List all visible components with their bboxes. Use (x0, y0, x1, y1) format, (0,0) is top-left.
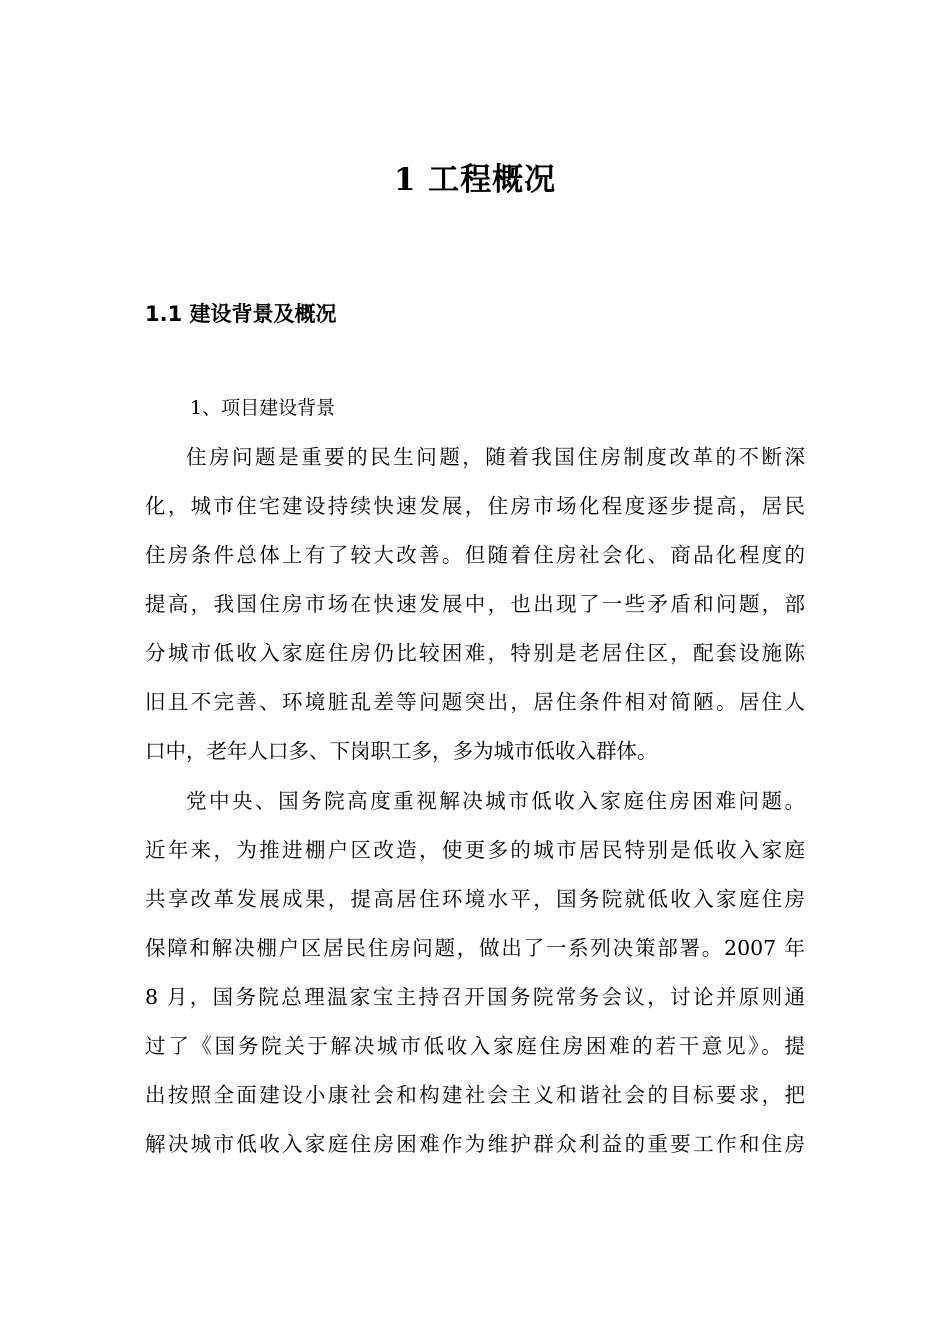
paragraph-2-line: 党中央、国务院高度重视解决城市低收入家庭住房困难问题。 (186, 789, 805, 813)
paragraph-1-line: 分城市低收入家庭住房仍比较困难，特别是老居住区，配套设施陈 (145, 641, 805, 665)
paragraph-2-line: 解决城市低收入家庭住房困难作为维护群众利益的重要工作和住房 (145, 1132, 805, 1156)
paragraph-1-line: 提高，我国住房市场在快速发展中，也出现了一些矛盾和问题，部 (145, 592, 805, 616)
paragraph-2-line: 过了《国务院关于解决城市低收入家庭住房困难的若干意见》。提 (145, 1034, 805, 1058)
section-title: 1.1 建设背景及概况 (145, 302, 337, 326)
paragraph-2-line: 出按照全面建设小康社会和构建社会主义和谐社会的目标要求，把 (145, 1083, 805, 1107)
paragraph-1-line: 口中，老年人口多、下岗职工多，多为城市低收入群体。 (145, 739, 658, 763)
paragraph-2-line: 共享改革发展成果，提高居住环境水平，国务院就低收入家庭住房 (145, 887, 805, 911)
paragraph-2-line: 8 月，国务院总理温家宝主持召开国务院常务会议，讨论并原则通 (145, 985, 805, 1009)
paragraph-2-line: 保障和解决棚户区居民住房问题，做出了一系列决策部署。2007 年 (145, 936, 805, 960)
paragraph-1-line: 化，城市住宅建设持续快速发展，住房市场化程度逐步提高，居民 (145, 494, 805, 518)
paragraph-1-line: 住房条件总体上有了较大改善。但随着住房社会化、商品化程度的 (145, 543, 805, 567)
paragraph-2-line: 近年来，为推进棚户区改造，使更多的城市居民特别是低收入家庭 (145, 838, 805, 862)
paragraph-1-line: 旧且不完善、环境脏乱差等问题突出，居住条件相对简陋。居住人 (145, 690, 805, 714)
subsection-heading: 1、项目建设背景 (190, 397, 336, 419)
paragraph-1-line: 住房问题是重要的民生问题，随着我国住房制度改革的不断深 (186, 445, 805, 469)
chapter-title: 1 工程概况 (393, 162, 557, 198)
